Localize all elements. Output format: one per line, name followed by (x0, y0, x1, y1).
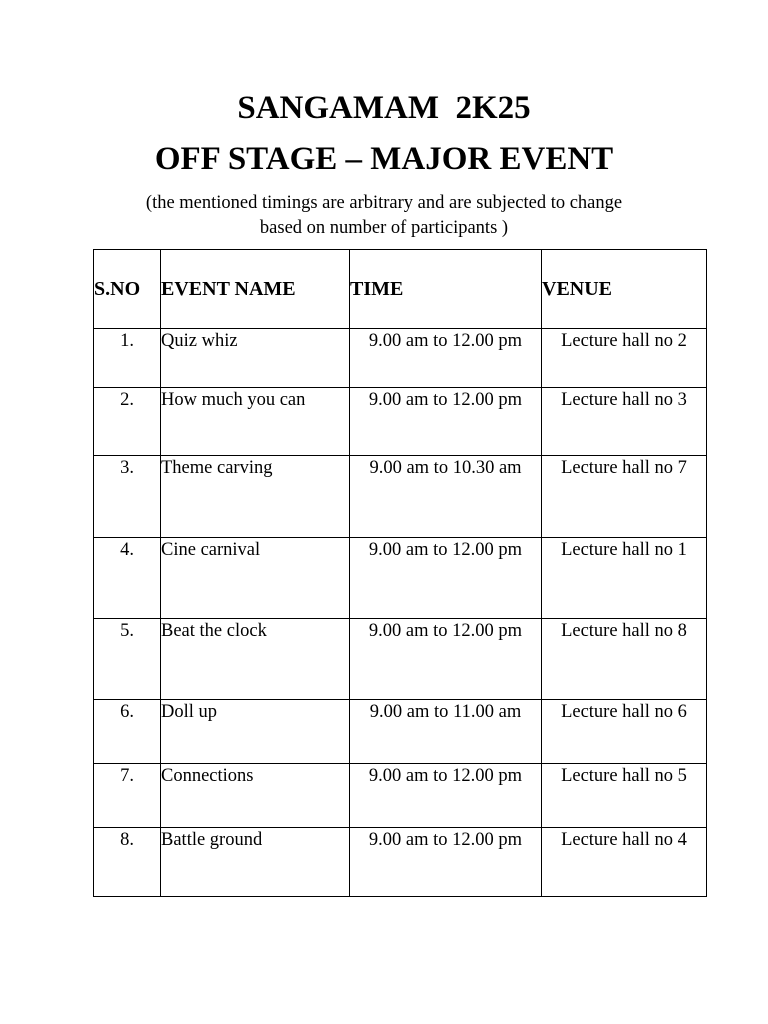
row-sno: 5. (94, 619, 161, 700)
row-sno: 7. (94, 764, 161, 828)
row-event-name: Battle ground (161, 828, 350, 897)
row-venue: Lecture hall no 6 (542, 700, 707, 764)
timing-note (84, 191, 684, 241)
document-title: SANGAMAM 2K25 (237, 90, 531, 126)
row-venue: Lecture hall no 4 (542, 828, 707, 897)
row-event-name: Connections (161, 764, 350, 828)
row-venue: Lecture hall no 3 (542, 388, 707, 456)
row-time: 9.00 am to 12.00 pm (350, 538, 542, 619)
table-row (94, 388, 707, 456)
header-venue: VENUE (542, 250, 707, 329)
header-event-name: EVENT NAME (161, 250, 350, 329)
row-sno: 3. (94, 456, 161, 538)
row-venue: Lecture hall no 2 (542, 329, 707, 388)
row-sno: 1. (94, 329, 161, 388)
table-header-row (94, 250, 707, 329)
table-row (94, 329, 707, 388)
row-event-name: Theme carving (161, 456, 350, 538)
row-event-name: How much you can (161, 388, 350, 456)
table-row (94, 456, 707, 538)
table-row (94, 538, 707, 619)
document-subtitle: OFF STAGE – MAJOR EVENT (154, 141, 614, 177)
table-row (94, 619, 707, 700)
row-sno: 4. (94, 538, 161, 619)
row-time: 9.00 am to 12.00 pm (350, 828, 542, 897)
header-time: TIME (350, 250, 542, 329)
row-venue: Lecture hall no 1 (542, 538, 707, 619)
row-time: 9.00 am to 11.00 am (350, 700, 542, 764)
row-venue: Lecture hall no 8 (542, 619, 707, 700)
row-venue: Lecture hall no 5 (542, 764, 707, 828)
events-table (93, 249, 707, 897)
row-sno: 8. (94, 828, 161, 897)
row-time: 9.00 am to 12.00 pm (350, 619, 542, 700)
row-time: 9.00 am to 12.00 pm (350, 329, 542, 388)
row-event-name: Beat the clock (161, 619, 350, 700)
row-venue: Lecture hall no 7 (542, 456, 707, 538)
row-time: 9.00 am to 12.00 pm (350, 388, 542, 456)
row-event-name: Cine carnival (161, 538, 350, 619)
table-row (94, 828, 707, 897)
header-sno: S.NO (94, 250, 161, 329)
row-time: 9.00 am to 10.30 am (350, 456, 542, 538)
row-sno: 6. (94, 700, 161, 764)
timing-note-line-1: (the mentioned timings are arbitrary and are subjected to change (145, 193, 623, 213)
table-row (94, 764, 707, 828)
row-event-name: Doll up (161, 700, 350, 764)
row-sno: 2. (94, 388, 161, 456)
row-time: 9.00 am to 12.00 pm (350, 764, 542, 828)
row-event-name: Quiz whiz (161, 329, 350, 388)
table-row (94, 700, 707, 764)
timing-note-line-2: based on number of participants ) (259, 218, 509, 238)
